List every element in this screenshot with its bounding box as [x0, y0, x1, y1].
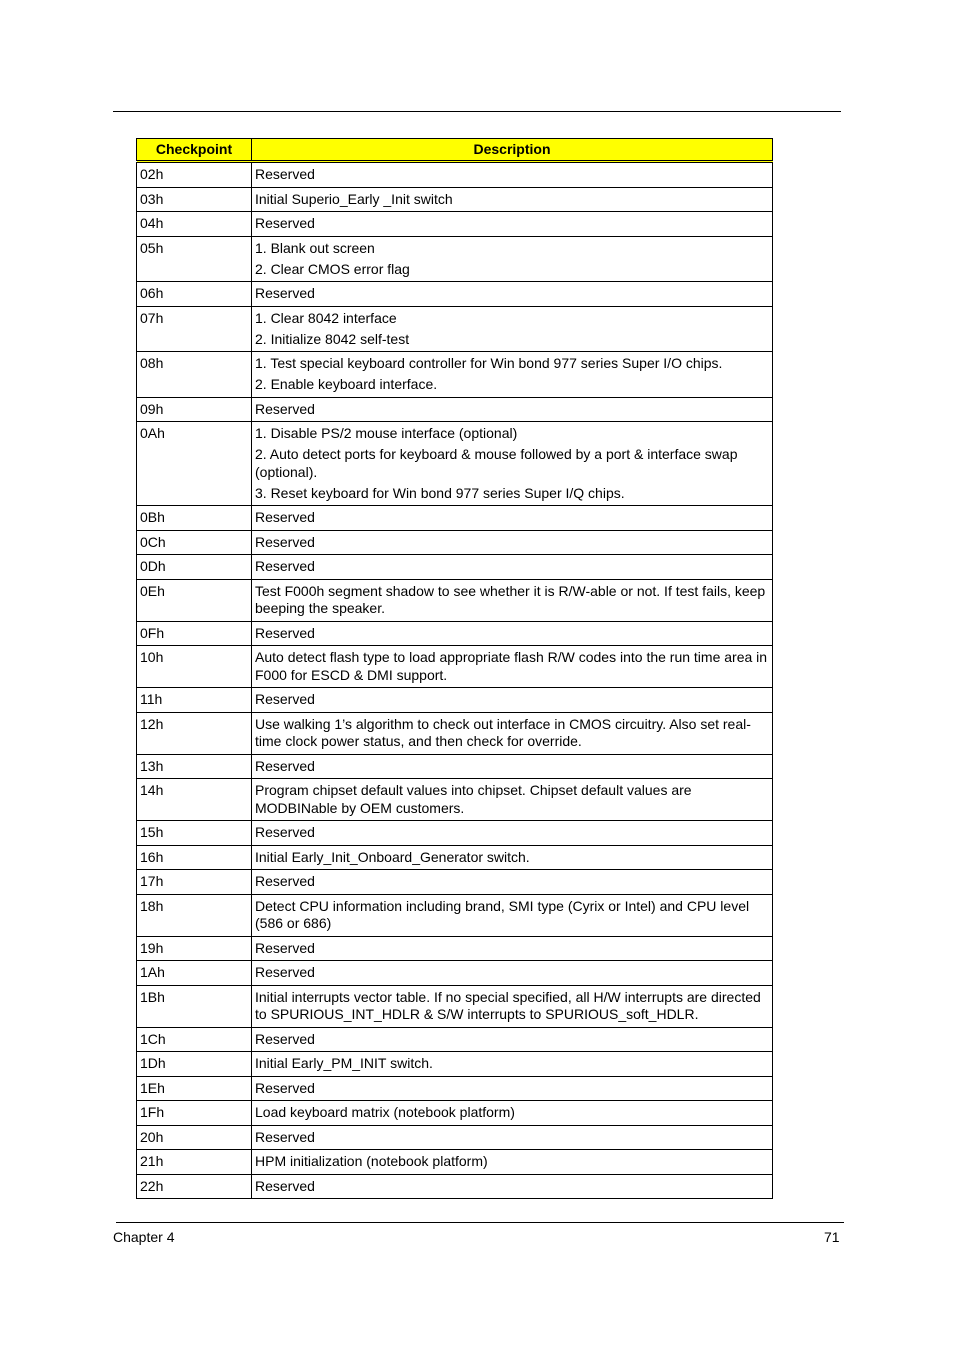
description-cell: [252, 936, 773, 961]
checkpoint-cell: 20h: [137, 1125, 252, 1150]
checkpoint-cell: 13h: [137, 754, 252, 779]
description-cell: [252, 779, 773, 821]
description-line: Reserved: [255, 215, 315, 231]
table-row: [137, 845, 773, 870]
checkpoint-cell: 0Ah: [137, 422, 252, 506]
footer-rule: [116, 1222, 844, 1223]
description-line: Reserved: [255, 509, 315, 525]
checkpoint-cell: 22h: [137, 1174, 252, 1199]
table-row: [137, 306, 773, 352]
checkpoint-cell: 1Eh: [137, 1076, 252, 1101]
table-row: [137, 422, 773, 506]
description-line: 2. Initialize 8042 self-test: [255, 330, 410, 347]
table-row: [137, 870, 773, 895]
checkpoint-cell: 1Ch: [137, 1027, 252, 1052]
description-cell: [252, 555, 773, 580]
description-line: Reserved: [255, 1079, 315, 1096]
description-line: Detect CPU information including brand, SMI type (Cyrix or Intel) and CPU level (586 or 686): [255, 897, 750, 931]
table-row: [137, 397, 773, 422]
footer-page-number: 71: [824, 1229, 840, 1245]
description-line: Reserved: [255, 824, 315, 840]
table-row: [137, 579, 773, 621]
table-row: [137, 1125, 773, 1150]
checkpoint-cell: 1Fh: [137, 1101, 252, 1126]
description-line: Auto detect flash type to load appropriate flash R/W codes into the run time area in F000 for ESCD & DMI support.: [255, 649, 768, 683]
table-row: [137, 779, 773, 821]
description-cell: [252, 985, 773, 1027]
description-cell: [252, 621, 773, 646]
description-cell: [252, 712, 773, 754]
description-cell: [252, 530, 773, 555]
checkpoint-column-header: Checkpoint: [137, 139, 252, 162]
description-cell: [252, 870, 773, 895]
description-cell: [252, 579, 773, 621]
description-line: Reserved: [255, 939, 315, 956]
table-row: [137, 187, 773, 212]
description-line: 2. Enable keyboard interface.: [255, 376, 438, 392]
table-body: [137, 162, 773, 1199]
description-cell: [252, 845, 773, 870]
checkpoint-cell: 07h: [137, 306, 252, 352]
description-line: Reserved: [255, 285, 315, 301]
description-line: 3. Reset keyboard for Win bond 977 series Super I/Q chips.: [255, 484, 625, 501]
checkpoint-cell: 19h: [137, 936, 252, 961]
checkpoint-cell: 21h: [137, 1150, 252, 1175]
description-cell: [252, 352, 773, 398]
table-row: [137, 1174, 773, 1199]
description-line: Reserved: [255, 757, 315, 774]
header-rule: [113, 111, 841, 112]
table-row: [137, 754, 773, 779]
description-line: HPM initialization (notebook platform): [255, 1153, 488, 1169]
checkpoint-table: [136, 138, 773, 1199]
checkpoint-cell: 10h: [137, 646, 252, 688]
description-cell: [252, 754, 773, 779]
description-line: Reserved: [255, 1030, 315, 1047]
description-line: Reserved: [255, 400, 315, 417]
table-row: [137, 646, 773, 688]
table-row: [137, 1027, 773, 1052]
table-row: [137, 530, 773, 555]
description-line: Reserved: [255, 1177, 315, 1194]
table-row: [137, 712, 773, 754]
description-column-header: Description: [252, 139, 773, 162]
checkpoint-cell: 14h: [137, 779, 252, 821]
table-row: [137, 821, 773, 846]
checkpoint-cell: 17h: [137, 870, 252, 895]
description-cell: [252, 1027, 773, 1052]
checkpoint-cell: 04h: [137, 212, 252, 237]
description-cell: [252, 506, 773, 531]
description-line: Program chipset default values into chipset. Chipset default values are MODBINable by OEM customers.: [255, 782, 692, 816]
description-line: 2. Auto detect ports for keyboard & mouse followed by a port & interface swap (optional).: [255, 446, 738, 480]
description-line: Test F000h segment shadow to see whether it is R/W-able or not. If test fails, keep beeping the speaker.: [255, 582, 766, 616]
description-line: 1. Disable PS/2 mouse interface (optional): [255, 425, 518, 441]
description-line: Reserved: [255, 558, 315, 574]
checkpoint-cell: 1Ah: [137, 961, 252, 986]
description-line: Reserved: [255, 964, 315, 980]
description-cell: [252, 1125, 773, 1150]
description-cell: [252, 821, 773, 846]
checkpoint-cell: 08h: [137, 352, 252, 398]
description-line: Initial Superio_Early _Init switch: [255, 190, 453, 207]
description-line: 1. Clear 8042 interface: [255, 309, 397, 326]
description-line: Reserved: [255, 624, 315, 641]
description-cell: [252, 1150, 773, 1175]
description-cell: [252, 1076, 773, 1101]
description-line: Initial Early_Init_Onboard_Generator switch.: [255, 848, 530, 865]
description-cell: [252, 688, 773, 713]
table-row: [137, 1052, 773, 1077]
checkpoint-cell: 02h: [137, 162, 252, 188]
checkpoint-cell: 06h: [137, 282, 252, 307]
checkpoint-cell: 03h: [137, 187, 252, 212]
checkpoint-cell: 11h: [137, 688, 252, 713]
checkpoint-cell: 18h: [137, 894, 252, 936]
table-row: [137, 961, 773, 986]
footer-chapter: Chapter 4: [113, 1229, 175, 1245]
table-row: [137, 212, 773, 237]
checkpoint-cell: 0Eh: [137, 579, 252, 621]
checkpoint-cell: 0Fh: [137, 621, 252, 646]
table-row: [137, 236, 773, 282]
description-cell: [252, 162, 773, 188]
description-line: Reserved: [255, 691, 315, 707]
table-row: [137, 1150, 773, 1175]
table-row: [137, 1101, 773, 1126]
table-row: [137, 621, 773, 646]
table-row: [137, 894, 773, 936]
description-line: Reserved: [255, 873, 315, 889]
table-row: [137, 282, 773, 307]
description-cell: [252, 236, 773, 282]
checkpoint-cell: 1Bh: [137, 985, 252, 1027]
description-line: Load keyboard matrix (notebook platform): [255, 1104, 515, 1120]
checkpoint-cell: 0Ch: [137, 530, 252, 555]
description-line: Initial Early_PM_INIT switch.: [255, 1055, 433, 1071]
description-cell: [252, 282, 773, 307]
description-cell: [252, 187, 773, 212]
checkpoint-cell: 16h: [137, 845, 252, 870]
description-line: 1. Blank out screen: [255, 239, 375, 256]
table-row: [137, 162, 773, 188]
table-row: [137, 352, 773, 398]
table-header-row: [137, 139, 773, 162]
table-row: [137, 688, 773, 713]
description-cell: [252, 894, 773, 936]
table-row: [137, 555, 773, 580]
description-line: Use walking 1’s algorithm to check out interface in CMOS circuitry. Also set real-time clock power status, and then check for override.: [255, 715, 751, 749]
description-line: 2. Clear CMOS error flag: [255, 260, 410, 277]
description-cell: [252, 1174, 773, 1199]
description-cell: [252, 1052, 773, 1077]
description-line: Initial interrupts vector table. If no special specified, all H/W interrupts are directed to SPURIOUS_INT_HDLR & S/W interrupts to SPURIOUS_soft_HDLR.: [255, 988, 761, 1022]
description-cell: [252, 422, 773, 506]
description-cell: [252, 961, 773, 986]
checkpoint-cell: 05h: [137, 236, 252, 282]
description-line: Reserved: [255, 533, 315, 550]
description-cell: [252, 397, 773, 422]
checkpoint-cell: 1Dh: [137, 1052, 252, 1077]
checkpoint-cell: 12h: [137, 712, 252, 754]
checkpoint-cell: 0Dh: [137, 555, 252, 580]
description-cell: [252, 1101, 773, 1126]
table-row: [137, 506, 773, 531]
description-cell: [252, 646, 773, 688]
description-line: Reserved: [255, 166, 315, 182]
checkpoint-cell: 0Bh: [137, 506, 252, 531]
description-cell: [252, 306, 773, 352]
table-row: [137, 936, 773, 961]
description-line: 1. Test special keyboard controller for Win bond 977 series Super I/O chips.: [255, 355, 723, 371]
checkpoint-cell: 09h: [137, 397, 252, 422]
table-row: [137, 1076, 773, 1101]
description-line: Reserved: [255, 1128, 315, 1145]
table-row: [137, 985, 773, 1027]
checkpoint-cell: 15h: [137, 821, 252, 846]
description-cell: [252, 212, 773, 237]
